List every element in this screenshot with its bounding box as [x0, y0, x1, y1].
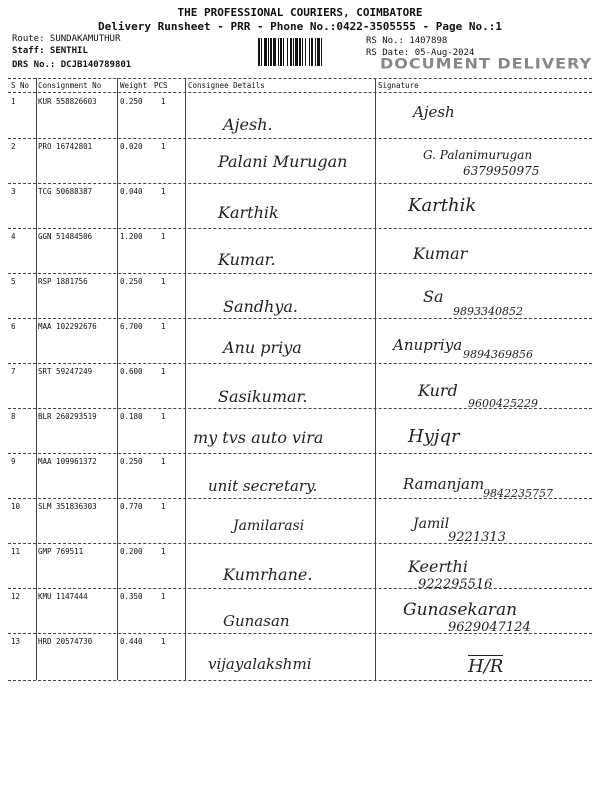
barcode-bar [290, 38, 292, 66]
table-row [8, 140, 592, 182]
col-sno: S No [11, 81, 30, 90]
table-row [8, 500, 592, 545]
row-consignment: SRT 59247249 [38, 367, 93, 376]
signature-phone: 9221313 [448, 530, 506, 545]
rs-number: RS No.: 1407898 [366, 36, 448, 46]
consignee-handwritten: Kumar. [218, 250, 276, 269]
consignee-handwritten: unit secretary. [208, 477, 318, 495]
consignee-handwritten: Gunasan [223, 612, 290, 630]
barcode-bar [293, 38, 294, 66]
row-consignment: BLR 260293519 [38, 412, 97, 421]
row-pcs: 1 [161, 592, 166, 601]
row-rule [8, 183, 592, 184]
row-pcs: 1 [161, 322, 166, 331]
row-pcs: 1 [161, 367, 166, 376]
row-consignment: RSP 1881756 [38, 277, 88, 286]
row-rule [8, 228, 592, 229]
table-row [8, 275, 592, 317]
runsheet-subtitle: Delivery Runsheet - PRR - Phone No.:0422-3505555 - Page No.:1 [98, 20, 502, 33]
row-weight: 0.350 [120, 592, 143, 601]
consignee-handwritten: my tvs auto vira [193, 428, 324, 447]
row-sno: 1 [11, 97, 16, 106]
row-weight: 0.770 [120, 502, 143, 511]
col-pcs: PCS [154, 81, 168, 90]
barcode-bar [287, 38, 288, 66]
staff-label: Staff: SENTHIL [12, 46, 88, 56]
row-sno: 9 [11, 457, 16, 466]
row-weight: 0.180 [120, 412, 143, 421]
row-rule [8, 453, 592, 454]
barcode-bar [258, 38, 260, 66]
barcode-bar [283, 38, 284, 66]
barcode-bar [278, 38, 279, 66]
row-consignment: KUR 558826603 [38, 97, 97, 106]
row-consignment: GGN 51484506 [38, 232, 93, 241]
row-weight: 1.200 [120, 232, 143, 241]
col-signature: Signature [378, 81, 419, 90]
row-sno: 12 [11, 592, 21, 601]
row-rule [8, 498, 592, 499]
row-weight: 0.600 [120, 367, 143, 376]
col-weight: Weight [120, 81, 148, 90]
table-row [8, 635, 592, 680]
row-weight: 0.250 [120, 457, 143, 466]
signature-handwritten: Kurd [418, 381, 458, 400]
signature-handwritten: Sa [423, 287, 444, 306]
signature-phone: 9893340852 [453, 305, 523, 318]
consignee-handwritten: vijayalakshmi [208, 655, 312, 673]
row-pcs: 1 [161, 412, 166, 421]
row-pcs: 1 [161, 547, 166, 556]
row-weight: 0.440 [120, 637, 143, 646]
table-bottom-rule [8, 680, 592, 681]
consignee-handwritten: Sandhya. [223, 297, 299, 316]
row-consignment: MAA 102292676 [38, 322, 97, 331]
row-sno: 3 [11, 187, 16, 196]
signature-handwritten: G. Palanimurugan [423, 148, 533, 162]
row-weight: 0.200 [120, 547, 143, 556]
consignee-handwritten: Anu priya [223, 338, 302, 357]
document-delivery-stamp: DOCUMENT DELIVERY [380, 54, 593, 73]
signature-phone: 9600425229 [468, 397, 538, 410]
barcode-bar [305, 38, 306, 66]
signature-phone: 9629047124 [448, 620, 531, 635]
row-rule [8, 318, 592, 319]
row-rule [8, 138, 592, 139]
signature-handwritten: Anupriya [393, 336, 463, 354]
consignee-handwritten: Karthik [218, 203, 279, 222]
table-header [8, 78, 592, 92]
row-weight: 0.250 [120, 277, 143, 286]
row-rule [8, 363, 592, 364]
row-weight: 0.250 [120, 97, 143, 106]
row-consignment: MAA 109961372 [38, 457, 97, 466]
signature-handwritten: H/R [468, 656, 504, 677]
barcode [258, 38, 362, 66]
row-rule [8, 273, 592, 274]
runsheet-title: THE PROFESSIONAL COURIERS, COIMBATORE [177, 6, 423, 19]
row-weight: 0.040 [120, 187, 143, 196]
signature-phone: 9894369856 [463, 348, 533, 361]
table-row [8, 230, 592, 272]
table-row [8, 410, 592, 452]
signature-phone: 922295516 [418, 577, 493, 592]
signature-handwritten: Kumar [413, 244, 468, 263]
row-rule [8, 588, 592, 589]
row-pcs: 1 [161, 97, 166, 106]
signature-handwritten: Keerthi [408, 557, 468, 576]
row-consignment: HRD 20574730 [38, 637, 93, 646]
row-pcs: 1 [161, 142, 166, 151]
row-consignment: TCG 50688387 [38, 187, 93, 196]
rs-date: RS Date: 05-Aug-2024 [366, 48, 475, 58]
col-consignment: Consignment No [38, 81, 102, 90]
row-sno: 2 [11, 142, 16, 151]
row-sno: 8 [11, 412, 16, 421]
row-consignment: GMP 769511 [38, 547, 84, 556]
row-pcs: 1 [161, 637, 166, 646]
barcode-bar [268, 38, 269, 66]
table-row [8, 590, 592, 635]
consignee-handwritten: Jamilarasi [233, 518, 305, 534]
barcode-bar [317, 38, 320, 66]
signature-phone: 6379950975 [463, 164, 540, 178]
barcode-bar [311, 38, 313, 66]
signature-handwritten: Ramanjam [403, 475, 485, 493]
barcode-bar [273, 38, 276, 66]
barcode-bar [295, 38, 298, 66]
row-pcs: 1 [161, 187, 166, 196]
barcode-bar [302, 38, 303, 66]
row-sno: 4 [11, 232, 16, 241]
table-row [8, 95, 592, 137]
row-weight: 0.020 [120, 142, 143, 151]
barcode-bar [261, 38, 262, 66]
row-sno: 10 [11, 502, 21, 511]
table-row [8, 320, 592, 362]
drs-number: DRS No.: DCJB140789801 [12, 60, 132, 70]
col-consignee: Consignee Details [188, 81, 265, 90]
row-pcs: 1 [161, 502, 166, 511]
barcode-bar [321, 38, 322, 66]
barcode-bar [315, 38, 316, 66]
row-pcs: 1 [161, 277, 166, 286]
signature-handwritten: Hyjqr [408, 426, 460, 447]
table-header-rule [8, 92, 592, 93]
table-row [8, 365, 592, 410]
barcode-bar [309, 38, 310, 66]
row-rule [8, 543, 592, 544]
consignee-handwritten: Sasikumar. [218, 387, 308, 406]
row-sno: 11 [11, 547, 21, 556]
table-row [8, 455, 592, 500]
consignee-handwritten: Kumrhane. [223, 565, 313, 584]
row-pcs: 1 [161, 232, 166, 241]
signature-handwritten: Gunasekaran [403, 600, 518, 620]
barcode-bar [270, 38, 272, 66]
row-rule [8, 408, 592, 409]
table-row [8, 185, 592, 227]
signature-handwritten: Ajesh [413, 103, 455, 121]
route-label: Route: SUNDAKAMUTHUR [12, 34, 121, 44]
signature-phone: 9842235757 [483, 487, 553, 500]
row-sno: 6 [11, 322, 16, 331]
row-weight: 6.700 [120, 322, 143, 331]
consignee-handwritten: Ajesh. [223, 115, 273, 134]
barcode-bar [280, 38, 282, 66]
consignee-handwritten: Palani Murugan [218, 152, 348, 171]
row-sno: 5 [11, 277, 16, 286]
row-sno: 7 [11, 367, 16, 376]
barcode-bar [299, 38, 301, 66]
row-consignment: KMU 1147444 [38, 592, 88, 601]
row-sno: 13 [11, 637, 21, 646]
signature-handwritten: Karthik [408, 195, 477, 216]
row-rule [8, 633, 592, 634]
barcode-bar [264, 38, 267, 66]
row-consignment: SLM 351836303 [38, 502, 97, 511]
row-pcs: 1 [161, 457, 166, 466]
row-consignment: PRO 16742801 [38, 142, 93, 151]
table-row [8, 545, 592, 592]
signature-handwritten: Jamil [413, 516, 450, 532]
